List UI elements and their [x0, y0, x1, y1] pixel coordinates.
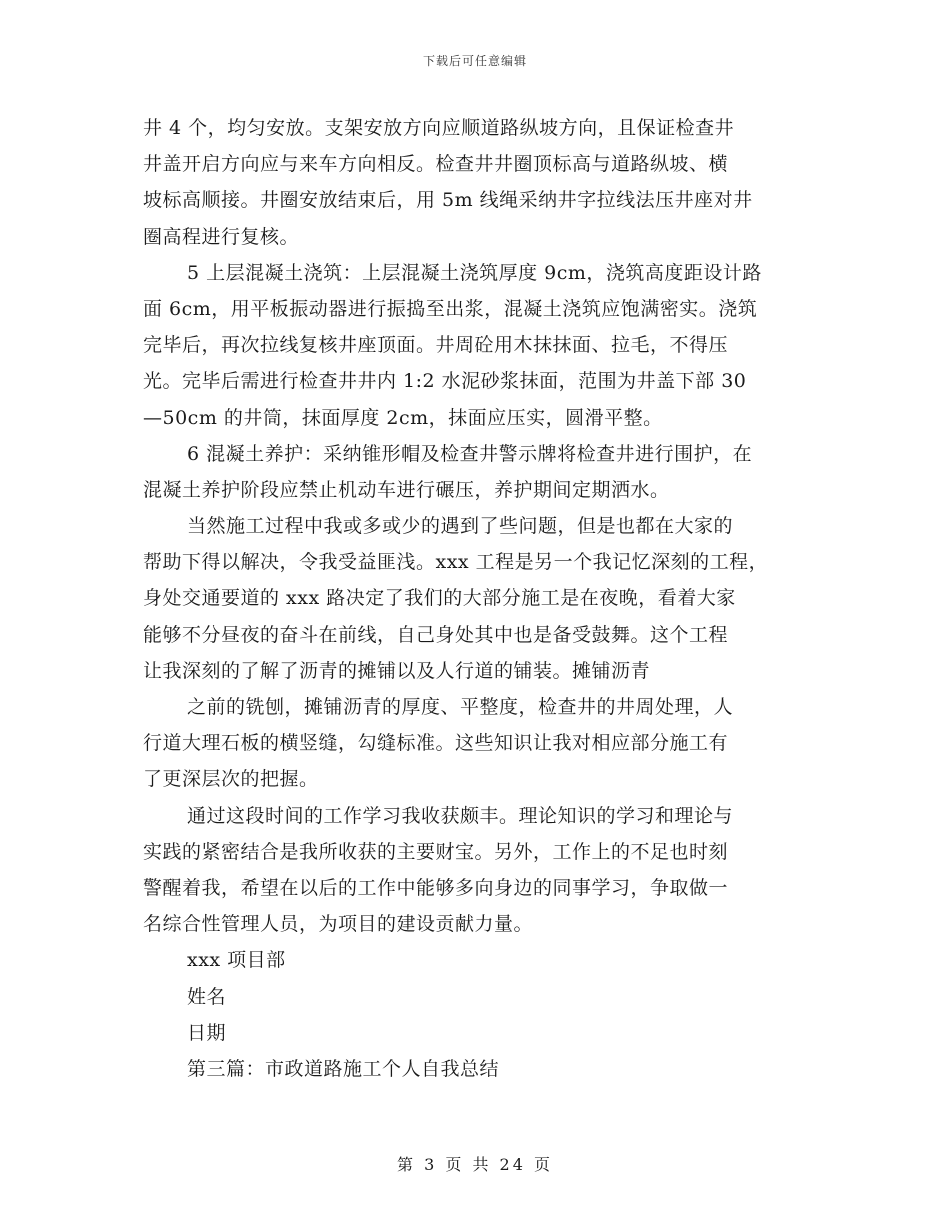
text-line: 警醒着我，希望在以后的工作中能够多向身边的同事学习，争取做一 — [143, 876, 729, 899]
text-line: 名综合性管理人员，为项目的建设贡献力量。 — [143, 913, 534, 936]
text-line: 坡标高顺接。井圈安放结束后，用 5m 线绳采纳井字拉线法压井座对井 — [143, 189, 753, 212]
text-line: 5 上层混凝土浇筑：上层混凝土浇筑厚度 9cm，浇筑高度距设计路 — [187, 261, 762, 284]
text-line: 混凝土养护阶段应禁止机动车进行碾压，养护期间定期洒水。 — [143, 478, 670, 501]
text-line: 当然施工过程中我或多或少的遇到了些问题，但是也都在大家的 — [187, 515, 734, 538]
text-line: 之前的铣刨，摊铺沥青的厚度、平整度，检查井的井周处理，人 — [187, 696, 734, 718]
header-note: 下载后可任意编辑 — [422, 54, 527, 68]
signature-dept: xxx 项目部 — [187, 949, 286, 972]
text-line: 实践的紧密结合是我所收获的主要财宝。另外，工作上的不足也时刻 — [143, 840, 729, 863]
document-body — [143, 110, 823, 1087]
text-line: 通过这段时间的工作学习我收获颇丰。理论知识的学习和理论与 — [187, 804, 734, 827]
page-number: 第 3 页 共 24 页 — [397, 1155, 553, 1174]
text-line: 井盖开启方向应与来车方向相反。检查井井圈顶标高与道路纵坡、横 — [143, 153, 729, 176]
text-line: 圈高程进行复核。 — [143, 225, 300, 248]
text-line: 让我深刻的了解了沥青的摊铺以及人行道的铺装。摊铺沥青 — [143, 659, 651, 682]
text-line: 完毕后，再次拉线复核井座顶面。井周砼用木抹抹面、拉毛，不得压 — [143, 334, 729, 357]
text-line: 帮助下得以解决，令我受益匪浅。xxx 工程是另一个我记忆深刻的工程， — [143, 551, 769, 574]
text-line: 了更深层次的把握。 — [143, 768, 319, 791]
text-line: —50cm 的井筒，抹面厚度 2cm，抹面应压实，圆滑平整。 — [143, 406, 663, 429]
text-line: 能够不分昼夜的奋斗在前线，自己身处其中也是备受鼓舞。这个工程 — [143, 623, 729, 646]
section-heading: 第三篇：市政道路施工个人自我总结 — [187, 1057, 500, 1080]
signature-name: 姓名 — [187, 985, 227, 1008]
text-line: 光。完毕后需进行检查井井内 1:2 水泥砂浆抹面，范围为井盖下部 30 — [143, 370, 747, 393]
text-line: 井 4 个，均匀安放。支架安放方向应顺道路纵坡方向，且保证检查井 — [143, 117, 735, 139]
text-line: 面 6cm，用平板振动器进行振捣至出浆，混凝土浇筑应饱满密实。浇筑 — [143, 297, 758, 320]
text-line: 身处交通要道的 xxx 路决定了我们的大部分施工是在夜晚，看着大家 — [143, 587, 736, 610]
signature-date: 日期 — [187, 1021, 227, 1044]
text-line: 6 混凝土养护：采纳锥形帽及检查井警示牌将检查井进行围护，在 — [187, 442, 753, 465]
text-line: 行道大理石板的横竖缝，勾缝标准。这些知识让我对相应部分施工有 — [143, 732, 729, 755]
